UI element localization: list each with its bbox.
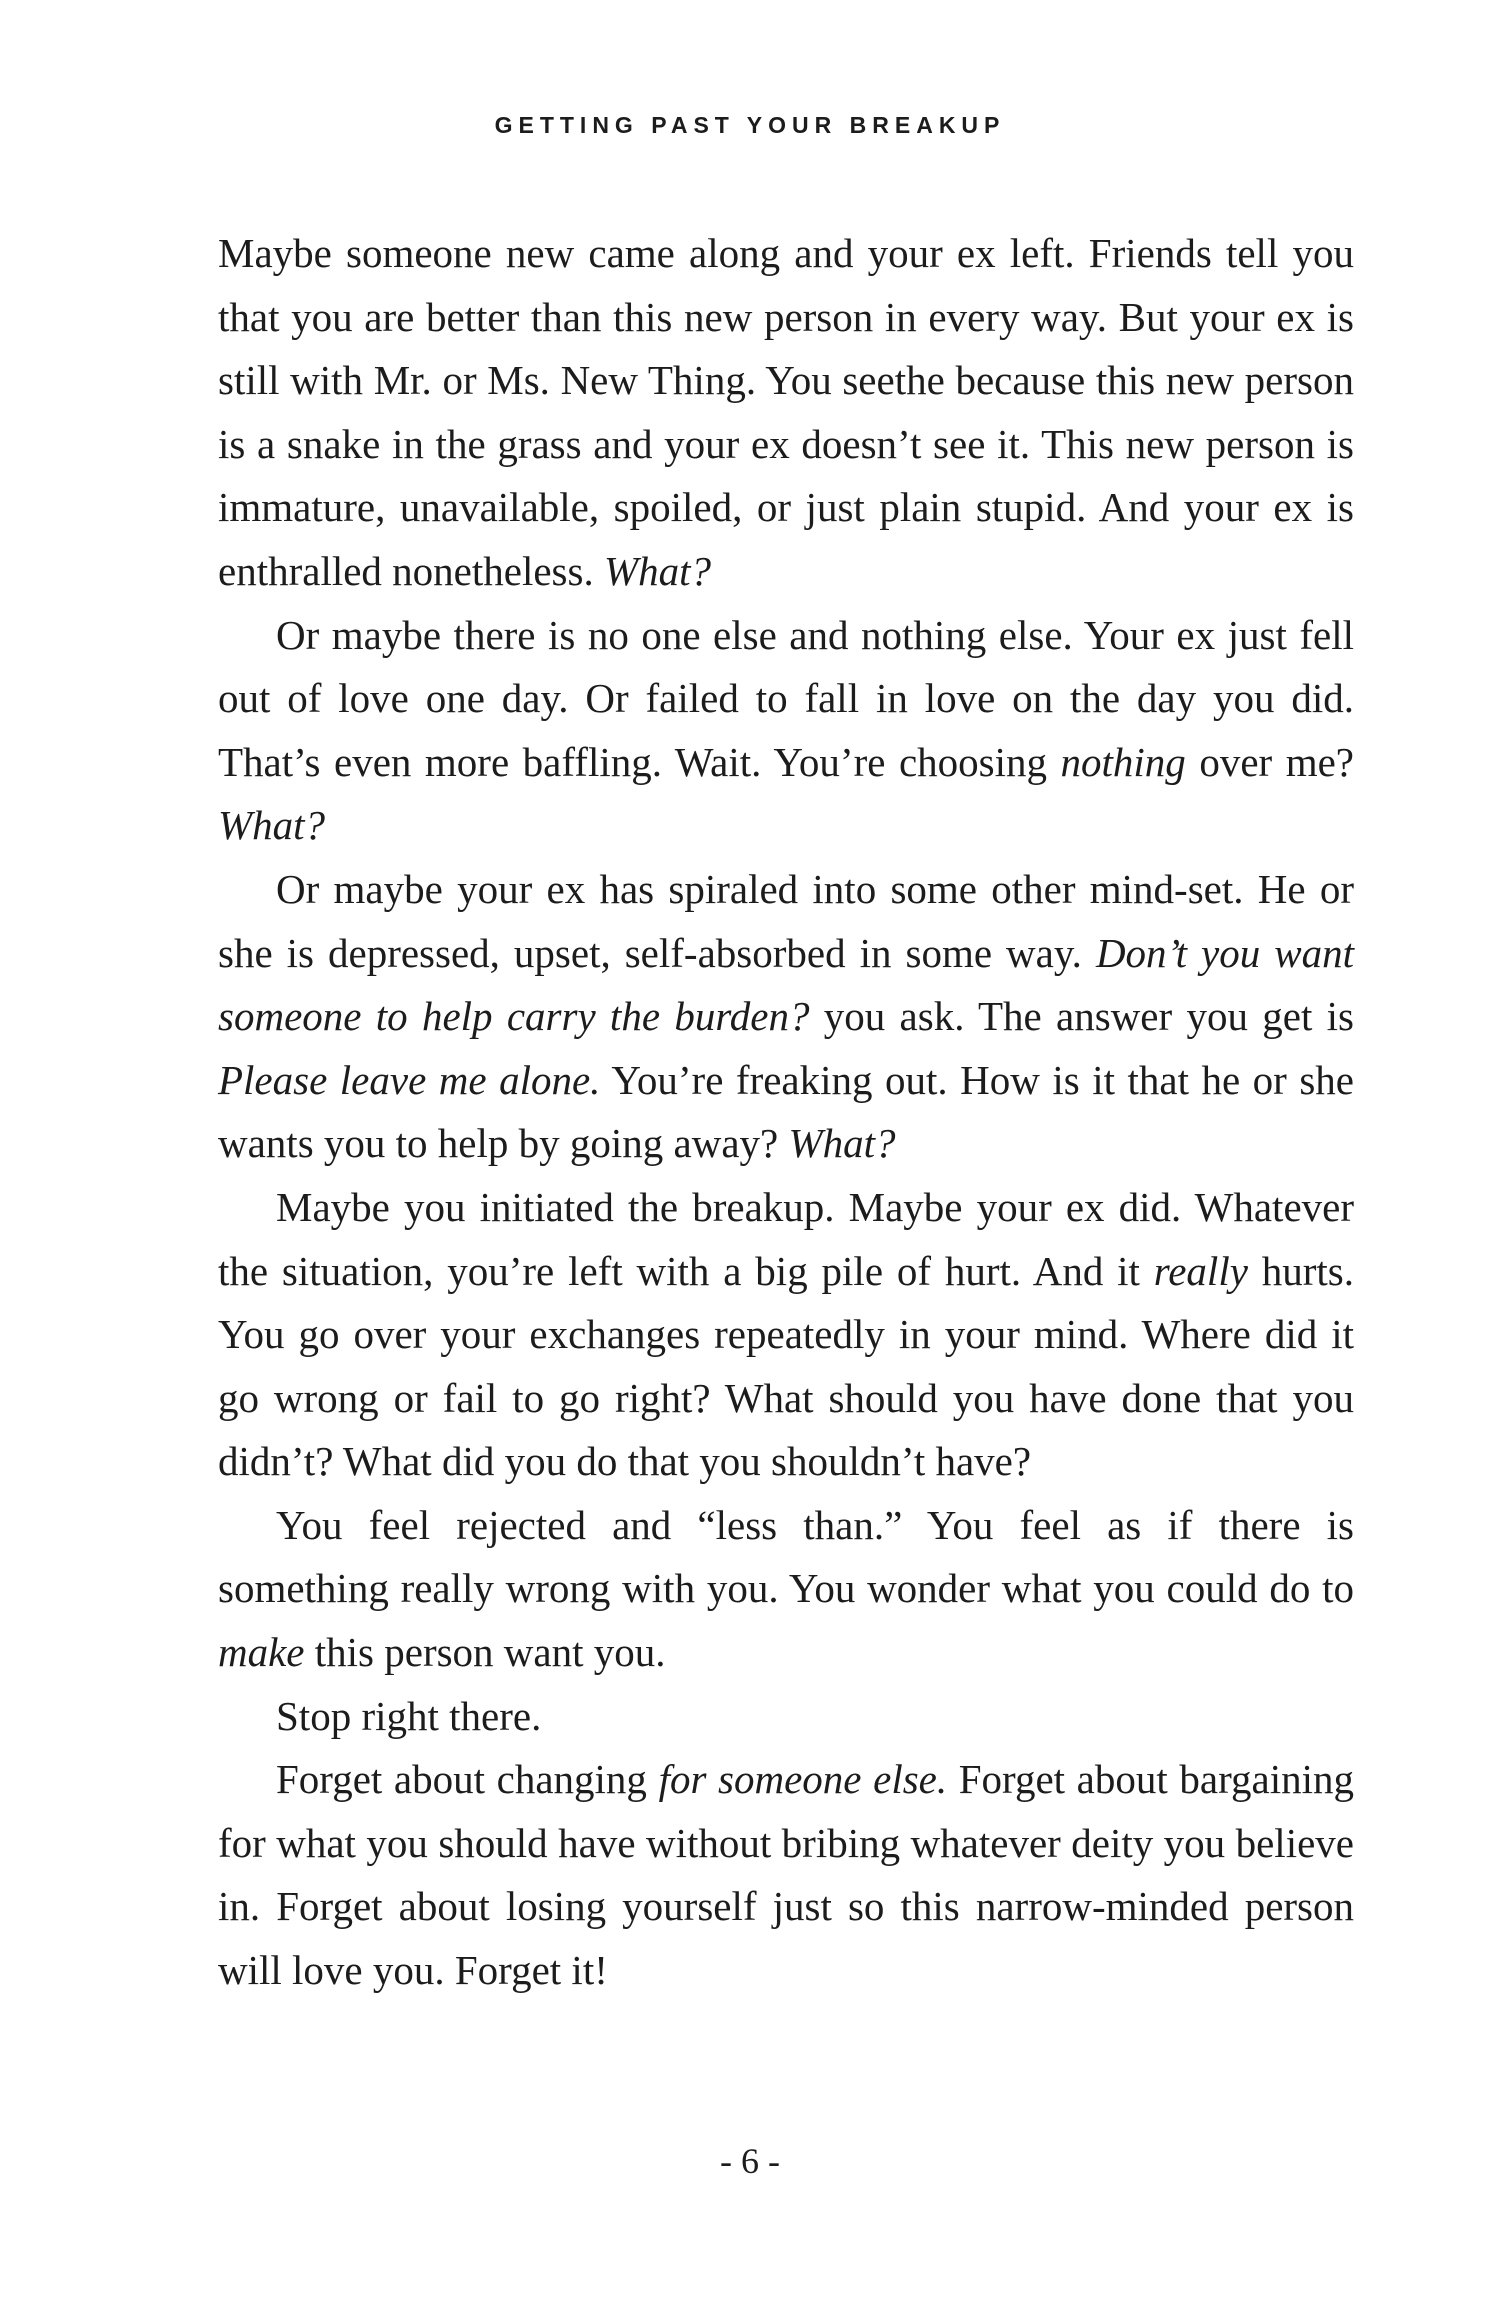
body-text [218,222,1354,2003]
paragraph-7-text-b: Forget about bargaining for what you should have without bribing whatever deity you believe in. Forget about losing yourself just so this narrow-minded person will love you. Forget it! [218,1756,1354,1994]
paragraph-4-emphasis: really [1153,1247,1248,1294]
paragraph-7-emphasis: for someone else. [658,1756,948,1803]
paragraph-7 [218,1748,1354,2002]
paragraph-3 [218,858,1354,1176]
paragraph-2-emphasis-1: nothing [1060,738,1186,785]
paragraph-4 [218,1176,1354,1494]
paragraph-3-emphasis-3: What? [788,1120,896,1167]
paragraph-2 [218,604,1354,858]
paragraph-6 [218,1685,1354,1749]
paragraph-3-text-c: You’re freaking out. How is it that he or she wants you to help by going away? [218,1056,1354,1167]
paragraph-5-emphasis: make [218,1629,305,1676]
paragraph-5 [218,1494,1354,1685]
paragraph-7-text-a: Forget about changing [276,1756,659,1803]
paragraph-3-text-a: Or maybe your ex has spiraled into some other mind-set. He or she is depressed, upset, self-absorbed in some way. [218,865,1354,976]
paragraph-2-emphasis-2: What? [218,802,326,849]
paragraph-5-text-b: this person want you. [304,1629,666,1676]
paragraph-5-text-a: You feel rejected and “less than.” You feel as if there is something really wrong with you. You wonder what you could do to [218,1501,1354,1612]
paragraph-4-text-b: hurts. You go over your exchanges repeatedly in your mind. Where did it go wrong or fail to go right? What should you have done that you didn’t? What did you do that you shouldn’t have? [218,1247,1355,1485]
paragraph-3-emphasis-1: Don’t you want someone to help carry the burden? [218,929,1354,1040]
running-head: GETTING PAST YOUR BREAKUP [494,112,1006,138]
paragraph-1-emphasis: What? [603,547,712,594]
page-number: - 6 - [720,2141,780,2181]
paragraph-2-text-a: Or maybe there is no one else and nothing else. Your ex just fell out of love one day. Or failed to fall in love on the day you did. That’s even more baffling. Wait. You’re choosing [218,611,1354,785]
paragraph-2-text-b: over me? [1185,738,1354,785]
paragraph-6-text: Stop right there. [276,1692,542,1739]
paragraph-1-text: Maybe someone new came along and your ex left. Friends tell you that you are better than this new person in every way. But your ex is still with Mr. or Ms. New Thing. You seethe because this new person is a snake in the grass and your ex doesn’t see it. This new person is immature, unavailable, spoiled, or just plain stupid. And your ex is enthralled nonetheless. [218,230,1354,594]
paragraph-3-text-b: you ask. The answer you get is [809,993,1354,1040]
paragraph-4-text-a: Maybe you initiated the breakup. Maybe your ex did. Whatever the situation, you’re left with a big pile of hurt. And it [218,1183,1354,1294]
paragraph-3-emphasis-2: Please leave me alone. [218,1056,601,1103]
paragraph-1 [218,222,1354,604]
